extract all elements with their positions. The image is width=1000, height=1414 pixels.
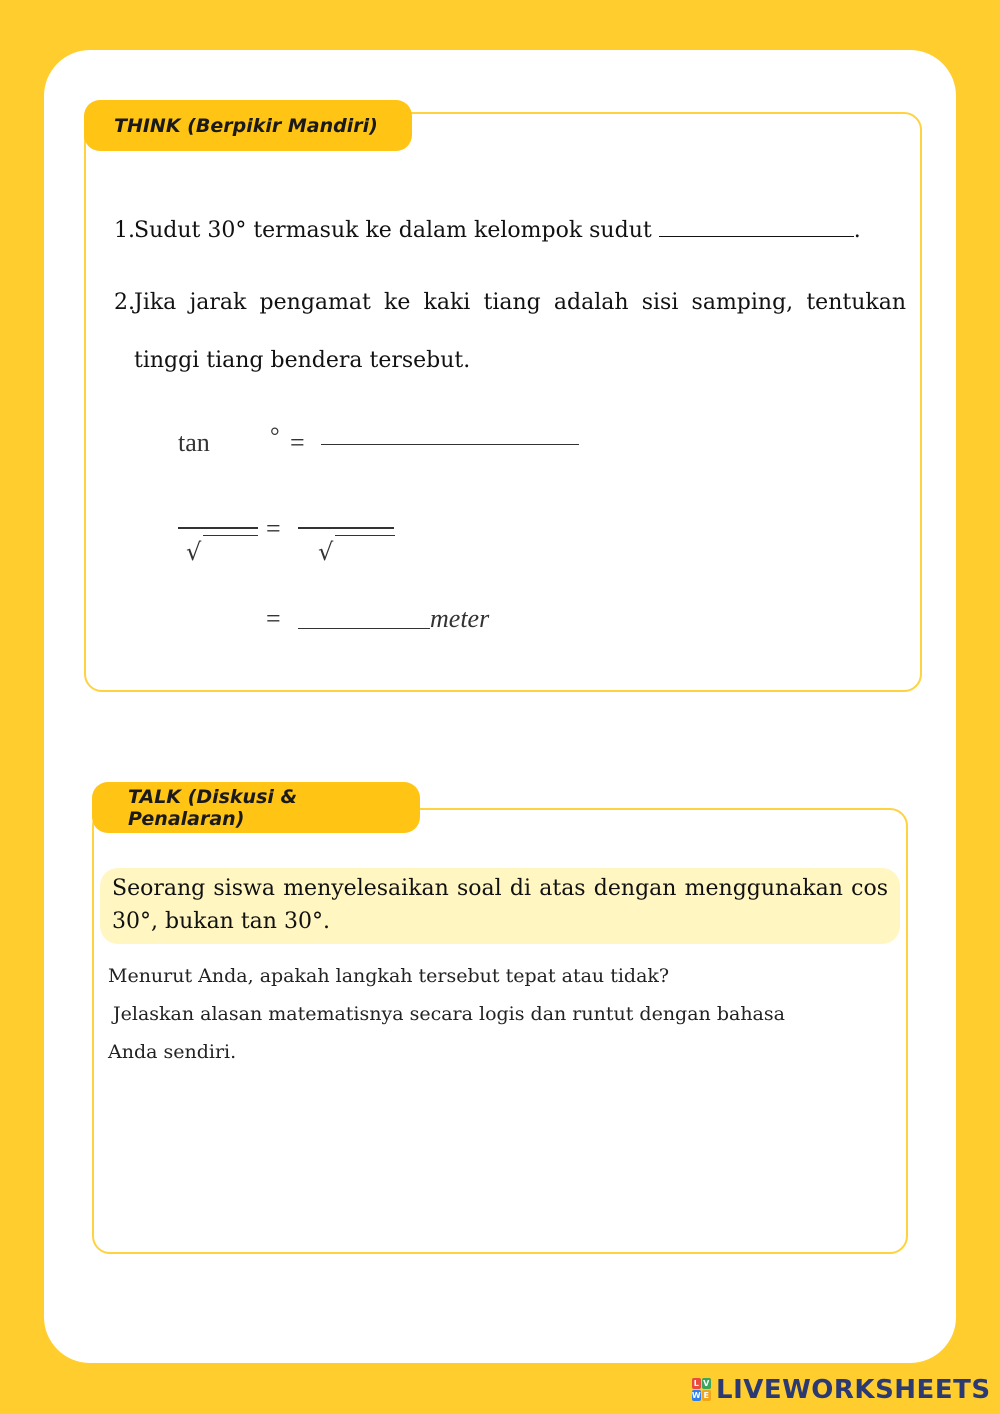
liveworksheets-logo [692,1374,991,1406]
math-equals-1: = [290,428,305,457]
think-tab-label: THINK (Berpikir Mandiri) [114,114,378,137]
logo-letter-v: V [703,1379,710,1388]
fraction-bar-right[interactable] [298,527,394,529]
talk-section-tab [92,782,420,833]
question-1-number: 1. [114,218,135,243]
sqrt-bar-right[interactable] [335,535,395,536]
logo-letter-e: E [703,1391,710,1400]
math-degree-symbol: ° [270,424,280,450]
think-section-tab [84,100,412,151]
fraction-bar-left[interactable] [178,527,258,529]
math-answer-blank-1[interactable] [321,444,579,445]
math-answer-blank-meter[interactable] [298,628,430,629]
talk-tab-label: TALK (Diskusi & Penalaran) [128,785,298,830]
math-tan: tan [178,428,210,457]
question-1-answer-blank[interactable] [659,218,854,237]
talk-prompt-line-2: Jelaskan alasan matematisnya secara logis dan runtut dengan bahasa [113,1003,785,1025]
sqrt-bar-left[interactable] [203,535,258,536]
math-unit-meter: meter [430,604,490,633]
logo-letter-w: W [691,1391,702,1400]
question-1 [114,218,894,243]
liveworksheets-logo-icon [692,1378,712,1402]
talk-prompt-line-1: Menurut Anda, apakah langkah tersebut tepat atau tidak? [108,965,670,987]
logo-letter-l: L [693,1379,700,1388]
question-1-text: Sudut 30° termasuk ke dalam kelompok sudut [134,218,652,243]
math-equals-2: = [266,514,281,543]
sqrt-symbol-right: √ [318,538,334,566]
sqrt-symbol-left: √ [186,538,202,566]
think-section-box [84,112,922,692]
question-1-end: . [853,218,861,243]
question-2 [114,274,906,390]
question-2-number: 2. [114,290,135,315]
question-2-text: Jika jarak pengamat ke kaki tiang adalah sisi samping, tentukan tinggi tiang bendera tersebut. [134,290,906,373]
talk-prompt-line-3: Anda sendiri. [108,1041,237,1063]
talk-callout: Seorang siswa menyelesaikan soal di atas dengan menggunakan cos 30°, bukan tan 30°. [100,868,900,944]
math-equals-3: = [266,604,281,633]
liveworksheets-brand: LIVEWORKSHEETS [716,1375,991,1405]
